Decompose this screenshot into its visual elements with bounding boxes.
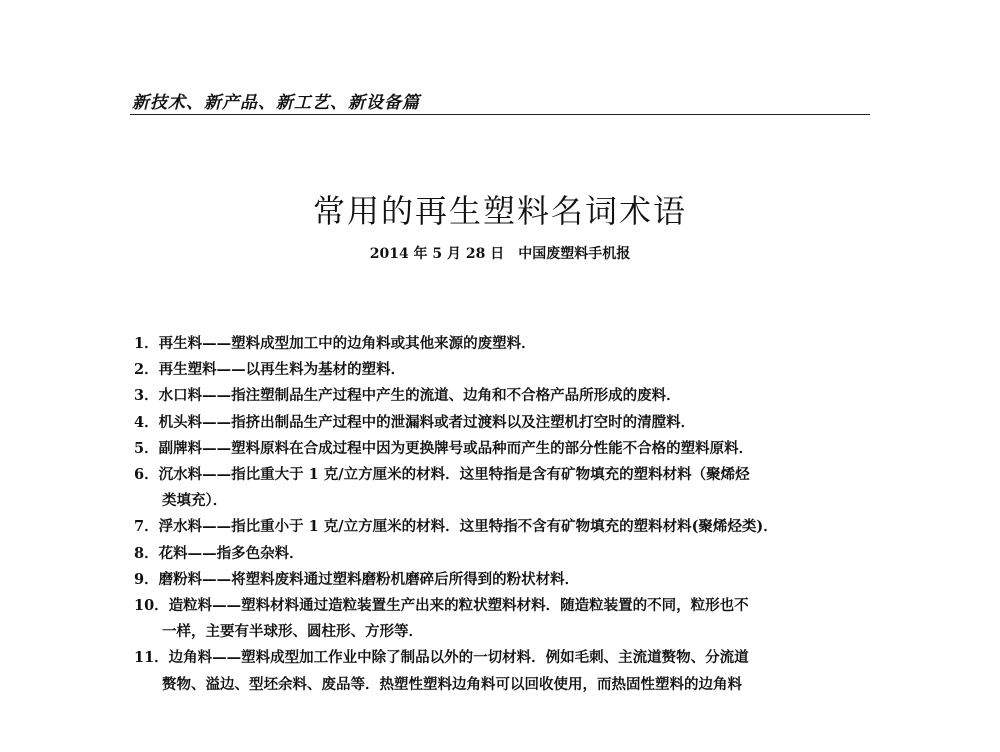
header-divider [130, 114, 870, 115]
term-line: 3．水口料——指注塑制品生产过程中产生的流道、边角和不合格产品所形成的废料． [134, 387, 681, 405]
term-list [134, 331, 874, 698]
term-item [134, 593, 874, 645]
document-title: 常用的再生塑料名词术语 [312, 192, 687, 230]
term-line: 9．磨粉料——将塑料废料通过塑料磨粉机磨碎后所得到的粉状材料． [134, 570, 580, 588]
term-item [134, 514, 874, 540]
term-line-continued: 一样，主要有半球形、圆柱形、方形等． [162, 623, 423, 641]
term-item [134, 436, 874, 462]
term-item [134, 357, 874, 383]
term-item [134, 462, 874, 514]
term-item [134, 383, 874, 409]
term-item [134, 645, 874, 697]
term-line-continued: 赘物、溢边、型坯余料、废品等．热塑性塑料边角料可以回收使用，而热固性塑料的边角料 [162, 675, 742, 693]
term-item [134, 541, 874, 567]
term-line: 5．副牌料——塑料原料在合成过程中因为更换牌号或品种而产生的部分性能不合格的塑料原料． [134, 439, 754, 457]
section-header: 新技术、新产品、新工艺、新设备篇 [132, 93, 420, 113]
document-subtitle: 2014 年 5 月 28 日 中国废塑料手机报 [369, 246, 631, 262]
term-line: 1．再生料——塑料成型加工中的边角料或其他来源的废塑料． [134, 335, 536, 352]
term-line: 10．造粒料——塑料材料通过造粒装置生产出来的粒状塑料材料．随造粒装置的不同，粒形也不 [134, 597, 749, 615]
term-item [134, 410, 874, 436]
term-line: 6．沉水料——指比重大于 1 克/立方厘米的材料．这里特指是含有矿物填充的塑料材料（聚烯烃 [134, 466, 750, 484]
term-item [134, 331, 874, 357]
term-line: 7．浮水料——指比重小于 1 克/立方厘米的材料．这里特指不含有矿物填充的塑料材料(聚烯烃类)． [134, 518, 778, 536]
term-line: 11．边角料——塑料成型加工作业中除了制品以外的一切材料．例如毛刺、主流道赘物、分流道 [134, 649, 749, 667]
term-item [134, 567, 874, 593]
term-line-continued: 类填充）． [162, 492, 228, 510]
term-line: 4．机头料——指挤出制品生产过程中的泄漏料或者过渡料以及注塑机打空时的清膛料． [134, 413, 696, 431]
term-line: 8．花料——指多色杂料． [134, 544, 304, 562]
term-line: 2．再生塑料——以再生料为基材的塑料． [134, 361, 406, 379]
